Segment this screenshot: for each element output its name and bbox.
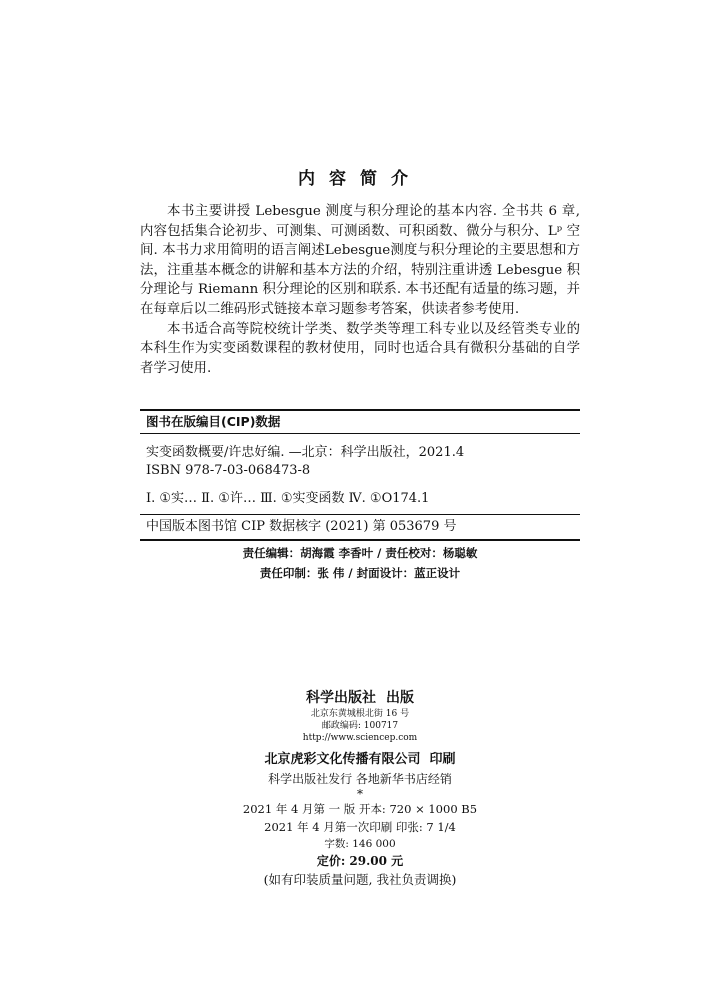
summary-paragraph: 本书主要讲授 Lebesgue 测度与积分理论的基本内容. 全书共 6 章, 内容包括集合论初步、可测集、可测函数、可积函数、微分与积分、Lᵖ 空间. 本书力求用简明的语言阐述Lebesgue测度与积分理论的主要思想和方法，注重基本概念的讲解和基本方法的介绍，特别注重讲透 Lebesgue 积分理论与 Riemann 积分理论的区别和联系. 本书还配有适量的练习题，并在每章后以二维码形式链接本章习题参考答案，供读者参考使用.: [140, 204, 580, 317]
production-credits: 责任印制：张 伟 / 封面设计：蓝正设计: [259, 566, 461, 580]
publisher-postcode: 邮政编码: 100717: [321, 721, 399, 731]
publisher-name: 科学出版社: [306, 690, 376, 706]
cip-title: 图书在版编目(CIP)数据: [140, 411, 580, 434]
printer-line: [0, 750, 720, 770]
cip-core-number: 中国版本图书馆 CIP 数据核字 (2021) 第 053679 号: [140, 514, 580, 539]
price: 定价: 29.00 元: [316, 854, 404, 868]
cip-classification: Ⅰ. ①实… Ⅱ. ①许… Ⅲ. ①实变函数 Ⅳ. ①O174.1: [146, 491, 430, 506]
edition-line: 2021 年 4 月第 一 版 开本: 720 × 1000 B5: [242, 802, 478, 816]
separator-star: *: [357, 787, 363, 801]
printer-name: 北京虎彩文化传播有限公司: [264, 752, 421, 767]
summary-heading: 内容简介: [298, 169, 422, 189]
cip-isbn: ISBN 978-7-03-068473-8: [146, 463, 311, 478]
cip-bibliographic-line: 实变函数概要/许忠好编. —北京：科学出版社，2021.4: [146, 445, 465, 460]
colophon: [0, 688, 720, 890]
printing-line: 2021 年 4 月第一次印刷 印张: 7 1/4: [264, 820, 456, 834]
cip-data-box: [140, 409, 580, 541]
publisher-url: http://www.sciencep.com: [302, 733, 418, 743]
publisher-action: 出版: [386, 690, 414, 706]
publisher-line: [0, 688, 720, 708]
word-count: 字数: 146 000: [324, 838, 396, 850]
printer-action: 印刷: [429, 752, 456, 767]
editor-credits: 责任编辑：胡海霞 李香叶 / 责任校对：杨聪敏: [242, 546, 478, 560]
return-note: (如有印装质量问题, 我社负责调换): [263, 872, 457, 887]
publisher-address: 北京东黄城根北街 16 号: [310, 709, 410, 719]
summary-paragraph: 本书适合高等院校统计学类、数学类等理工科专业以及经管类专业的本科生作为实变函数课程的教材使用，同时也适合具有微积分基础的自学者学习使用.: [140, 321, 580, 376]
summary-body: [140, 202, 580, 378]
distribution-line: 科学出版社发行 各地新华书店经销: [268, 772, 452, 786]
